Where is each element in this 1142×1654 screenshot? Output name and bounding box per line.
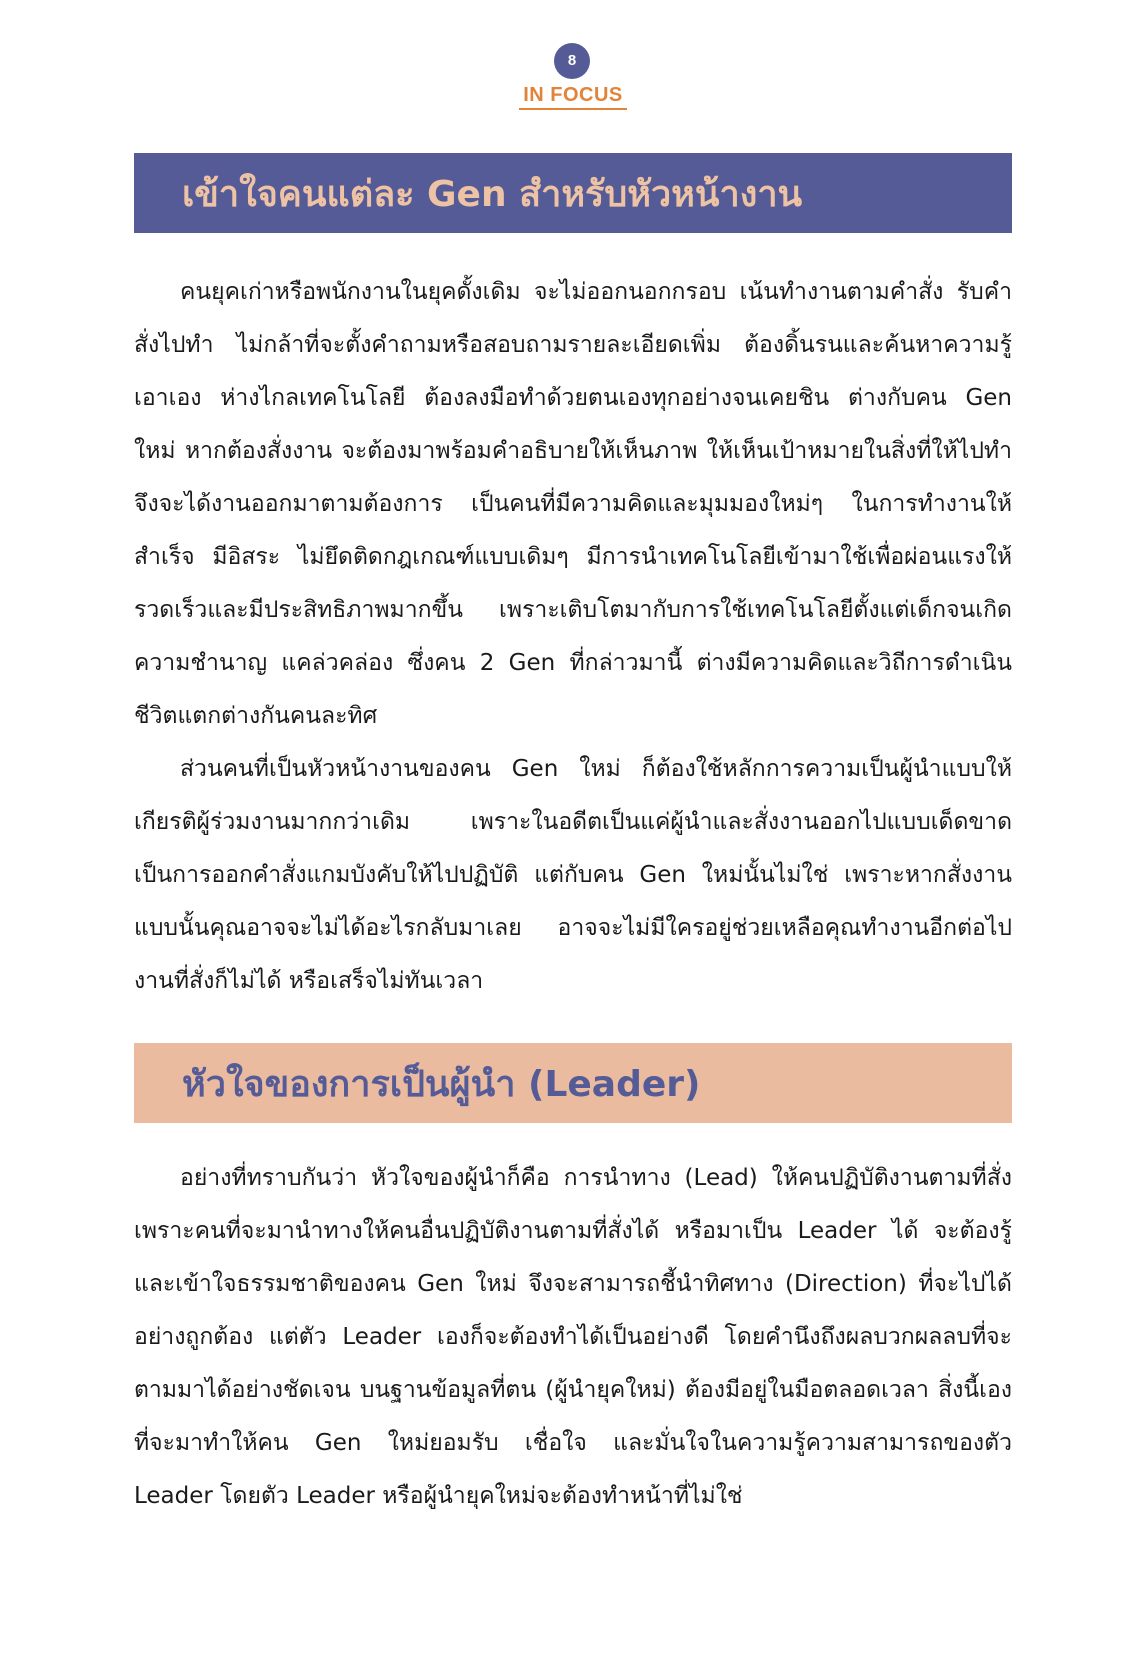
paragraph: ส่วนคนที่เป็นหัวหน้างานของคน Gen ใหม่ ก็ต้องใช้หลักการความเป็นผู้นำแบบให้เกียรติผู้ร่วมงานมากกว่าเดิม เพราะในอดีตเป็นแค่ผู้นำและสั่งงานออกไปแบบเด็ดขาด เป็นการออกคำสั่งแกมบังคับให้ไปปฏิบัติ แต่กับคน Gen ใหม่นั้นไม่ใช่ เพราะหากสั่งงานแบบนั้นคุณอาจจะไม่ได้อะไรกลับมาเลย อาจจะไม่มีใครอยู่ช่วยเหลือคุณทำงานอีกต่อไป งานที่สั่งก็ไม่ได้ หรือเสร็จไม่ทันเวลา [134, 756, 1012, 994]
section-body [134, 1152, 1012, 1523]
section-heading-banner [134, 1043, 1012, 1123]
section-label-underline [519, 108, 627, 110]
section-heading: เข้าใจคนแต่ละ Gen สำหรับหัวหน้างาน [182, 173, 803, 215]
paragraph: อย่างที่ทราบกันว่า หัวใจของผู้นำก็คือ การนำทาง (Lead) ให้คนปฏิบัติงานตามที่สั่ง เพราะคนที่จะมานำทางให้คนอื่นปฏิบัติงานตามที่สั่งได้ หรือมาเป็น Leader ได้ จะต้องรู้และเข้าใจธรรมชาติของคน Gen ใหม่ จึงจะสามารถชี้นำทิศทาง (Direction) ที่จะไปได้อย่างถูกต้อง แต่ตัว Leader เองก็จะต้องทำได้เป็นอย่างดี โดยคำนึงถึงผลบวกผลลบที่จะตามมาได้อย่างชัดเจน บนฐานข้อมูลที่ตน (ผู้นำยุคใหม่) ต้องมีอยู่ในมือตลอดเวลา สิ่งนี้เองที่จะมาทำให้คน Gen ใหม่ยอมรับ เชื่อใจ และมั่นใจในความรู้ความสามารถของตัว Leader โดยตัว Leader หรือผู้นำยุคใหม่จะต้องทำหน้าที่ไม่ใช่ [134, 1165, 1012, 1509]
section-body [134, 266, 1012, 1008]
section-heading: หัวใจของการเป็นผู้นำ (Leader) [182, 1063, 701, 1105]
paragraph: คนยุคเก่าหรือพนักงานในยุคดั้งเดิม จะไม่ออกนอกกรอบ เน้นทำงานตามคำสั่ง รับคำสั่งไปทำ ไม่กล้าที่จะตั้งคำถามหรือสอบถามรายละเอียดเพิ่ม ต้องดิ้นรนและค้นหาความรู้เอาเอง ห่างไกลเทคโนโลยี ต้องลงมือทำด้วยตนเองทุกอย่างจนเคยชิน ต่างกับคน Gen ใหม่ หากต้องสั่งงาน จะต้องมาพร้อมคำอธิบายให้เห็นภาพ ให้เห็นเป้าหมายในสิ่งที่ให้ไปทำ จึงจะได้งานออกมาตามต้องการ เป็นคนที่มีความคิดและมุมมองใหม่ๆ ในการทำงานให้สำเร็จ มีอิสระ ไม่ยึดติดกฎเกณฑ์แบบเดิมๆ มีการนำเทคโนโลยีเข้ามาใช้เพื่อผ่อนแรงให้รวดเร็วและมีประสิทธิภาพมากขึ้น เพราะเติบโตมากับการใช้เทคโนโลยีตั้งแต่เด็กจนเกิดความชำนาญ แคล่วคล่อง ซึ่งคน 2 Gen ที่กล่าวมานี้ ต่างมีความคิดและวิถีการดำเนินชีวิตแตกต่างกันคนละทิศ [134, 279, 1012, 729]
page-number-badge: 8 [554, 43, 590, 79]
section-label: IN FOCUS [523, 84, 623, 106]
section-heading-banner [134, 153, 1012, 233]
